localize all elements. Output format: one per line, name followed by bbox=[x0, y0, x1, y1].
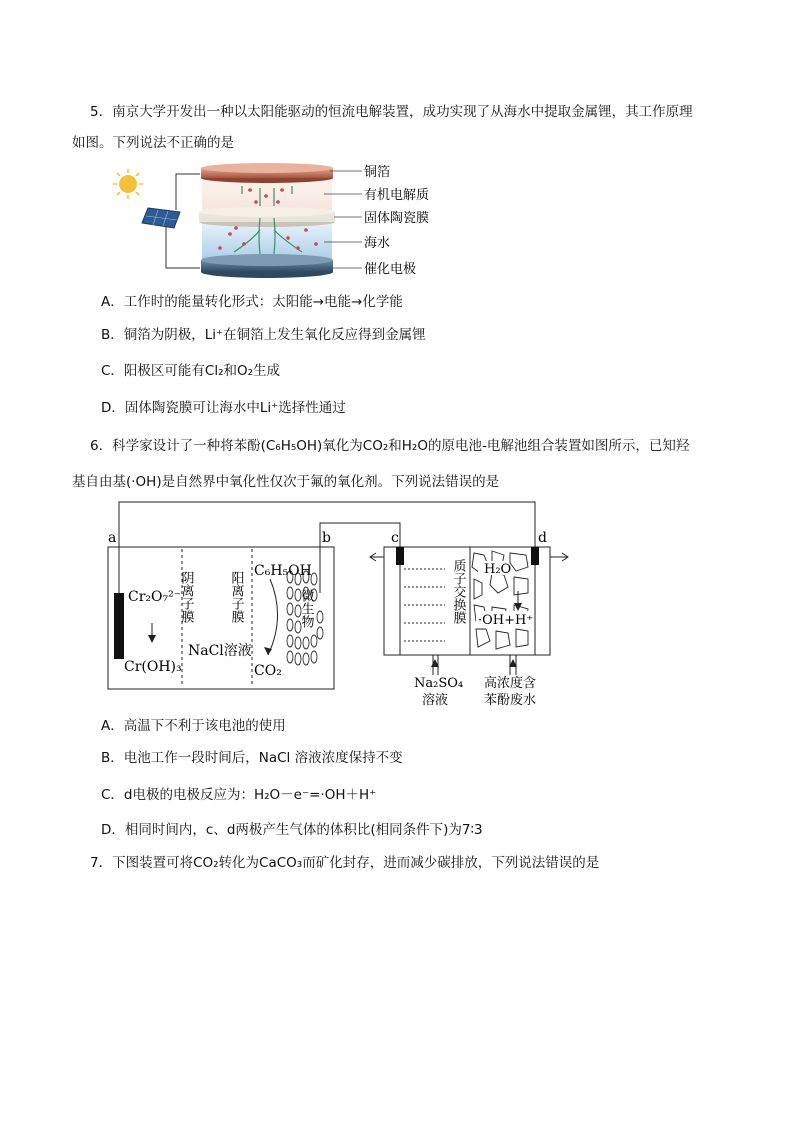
q7-stem-line1: 7．下图装置可将CO₂转化为CaCO₃而矿化封存，进而减少碳排放，下列说法错误的是 bbox=[90, 855, 600, 871]
label-oh-h: ·OH+H⁺ bbox=[478, 613, 534, 628]
label-c: c bbox=[391, 530, 399, 546]
q5-option-d: D．固体陶瓷膜可让海水中Li⁺选择性通过 bbox=[101, 400, 346, 416]
q5-option-b: B．铜箔为阴极，Li⁺在铜箔上发生氧化反应得到金属锂 bbox=[101, 327, 426, 343]
q6-option-a: A．高温下不利于该电池的使用 bbox=[101, 718, 286, 734]
q6-stem-line1: 6．科学家设计了一种将苯酚(C₆H₅OH)氧化为CO₂和H₂O的原电池-电解池组合装置如图所示，已知羟 bbox=[90, 438, 690, 454]
label-wastewater-line1: 高浓度含 bbox=[484, 676, 537, 691]
label-microbe: 微生物 bbox=[298, 589, 314, 628]
label-catalytic-electrode: 催化电极 bbox=[364, 262, 417, 277]
q5-stem-line1: 5．南京大学开发出一种以太阳能驱动的恒流电解装置，成功实现了从海水中提取金属锂，其工作原理 bbox=[90, 104, 693, 120]
label-copper-foil: 铜箔 bbox=[364, 165, 391, 180]
q6-stem-line2: 基自由基(·OH)是自然界中氧化性仅次于氟的氧化剂。下列说法错误的是 bbox=[72, 474, 500, 490]
label-a: a bbox=[108, 530, 117, 546]
label-ceramic-membrane: 固体陶瓷膜 bbox=[364, 211, 430, 226]
q5-option-c: C．阳极区可能有Cl₂和O₂生成 bbox=[101, 363, 281, 379]
label-phenol: C₆H₅OH bbox=[254, 563, 312, 579]
label-co2: CO₂ bbox=[254, 663, 282, 679]
sun-icon bbox=[113, 169, 143, 199]
label-nacl-solution: NaCl溶液 bbox=[188, 643, 252, 659]
label-croh3: Cr(OH)₃ bbox=[124, 659, 182, 675]
q6-option-d: D．相同时间内，c、d两极产生气体的体积比(相同条件下)为7∶3 bbox=[101, 822, 483, 838]
label-wastewater-line2: 苯酚废水 bbox=[484, 693, 537, 708]
label-na2so4: Na₂SO₄ bbox=[414, 676, 464, 691]
q5-electrolysis-figure bbox=[110, 160, 450, 285]
q6-cell-figure bbox=[100, 497, 580, 712]
label-cr2o7: Cr₂O₇²⁻ bbox=[128, 589, 182, 605]
label-solution: 溶液 bbox=[422, 693, 449, 708]
label-seawater: 海水 bbox=[364, 236, 391, 251]
q6-option-b: B．电池工作一段时间后，NaCl 溶液浓度保持不变 bbox=[101, 750, 403, 766]
label-cation-membrane: 阳离子膜 bbox=[228, 571, 244, 623]
label-proton-membrane: 质子交换膜 bbox=[450, 559, 466, 624]
label-h2o: H₂O bbox=[484, 562, 512, 577]
label-organic-electrolyte: 有机电解质 bbox=[364, 188, 430, 203]
label-d: d bbox=[538, 530, 547, 546]
q5-option-a: A．工作时的能量转化形式：太阳能→电能→化学能 bbox=[101, 294, 403, 310]
label-anion-membrane: 阴离子膜 bbox=[178, 571, 194, 623]
label-b: b bbox=[322, 530, 331, 546]
q6-option-c: C．d电极的电极反应为：H₂O－e⁻=·OH＋H⁺ bbox=[101, 787, 377, 803]
q5-stem-line2: 如图。下列说法不正确的是 bbox=[72, 135, 234, 151]
solar-panel-icon bbox=[142, 208, 180, 228]
